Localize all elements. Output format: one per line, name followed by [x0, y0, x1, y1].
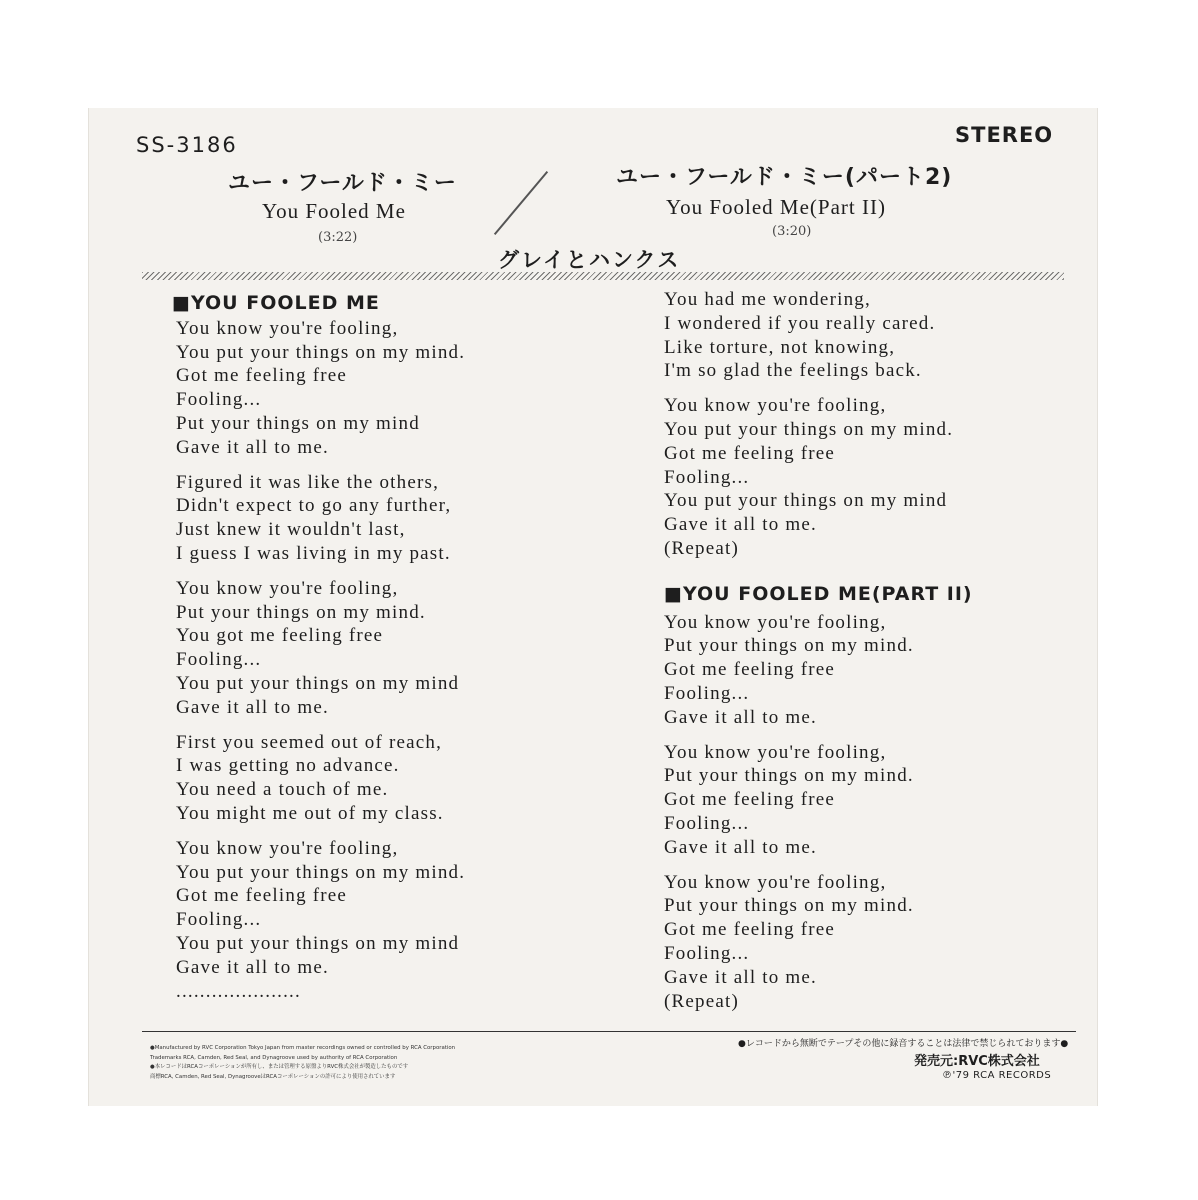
lyric-line: You put your things on my mind — [176, 932, 460, 954]
stanza — [176, 317, 465, 460]
lyric-line: Got me feeling free — [664, 659, 836, 681]
side-b-jp-title: ユー・フールド・ミー(パート2) — [616, 165, 953, 190]
stanza — [664, 288, 973, 383]
lyric-line: Gave it all to me. — [664, 514, 817, 536]
stanza — [664, 611, 973, 730]
lyric-line: Just knew it wouldn't last, — [176, 519, 406, 541]
side-a-duration: (3:22) — [318, 230, 358, 245]
lyric-line: You know you're fooling, — [664, 395, 887, 417]
lyric-line: Gave it all to me. — [176, 436, 329, 458]
lyric-line: Gave it all to me. — [664, 836, 817, 858]
lyric-line: Fooling... — [664, 812, 750, 834]
song-heading-part-2: ■YOU FOOLED ME(PART II) — [664, 582, 973, 605]
lyric-line: Put your things on my mind. — [664, 635, 914, 657]
lyric-line: Like torture, not knowing, — [664, 336, 896, 358]
song-heading-part-1: ■YOU FOOLED ME — [172, 292, 380, 314]
stanza — [176, 577, 465, 720]
lyric-line: Put your things on my mind — [176, 412, 420, 434]
lyric-line: First you seemed out of reach, — [176, 731, 443, 753]
copyright: ℗'79 RCA RECORDS — [942, 1070, 1052, 1081]
lyric-line: Got me feeling free — [176, 365, 348, 387]
lyric-line: Fooling... — [664, 682, 750, 704]
stanza — [664, 741, 973, 860]
stanza — [664, 394, 973, 561]
side-a-jp-title: ユー・フールド・ミー — [228, 171, 457, 196]
side-b-en-title: You Fooled Me(Part II) — [666, 195, 886, 219]
footer-rule — [142, 1031, 1076, 1032]
lyric-line: I was getting no advance. — [176, 755, 400, 777]
lyric-line: I'm so glad the feelings back. — [664, 360, 922, 382]
lyric-line: Didn't expect to go any further, — [176, 495, 452, 517]
fine-print-line: ●Manufactured by RVC Corporation Tokyo Japan from master recordings owned or controlled by RCA Corporation — [150, 1045, 456, 1051]
lyric-line: You need a touch of me. — [176, 779, 389, 801]
lyric-line: Fooling... — [664, 942, 750, 964]
lyric-line: (Repeat) — [664, 990, 740, 1012]
stereo-label: STEREO — [955, 123, 1054, 147]
lyric-line: You had me wondering, — [664, 289, 871, 310]
lyric-line: Got me feeling free — [664, 919, 836, 941]
lyric-line: You put your things on my mind — [176, 672, 460, 694]
lyric-line: Fooling... — [664, 466, 750, 488]
lyrics-left-column — [172, 292, 466, 1014]
lyric-line: You put your things on my mind — [664, 490, 948, 512]
rights-notice: ●レコードから無断でテープその他に録音することは法律で禁じられております● — [738, 1039, 1069, 1049]
lyric-line: You know you're fooling, — [664, 871, 887, 893]
lyric-line: Gave it all to me. — [664, 706, 817, 728]
lyric-line: Got me feeling free — [176, 885, 348, 907]
lyric-line: You know you're fooling, — [664, 611, 887, 633]
lyric-line: You know you're fooling, — [176, 837, 399, 859]
fine-print — [150, 1044, 455, 1082]
stanza — [664, 871, 973, 1014]
lyric-line: Put your things on my mind. — [664, 895, 914, 917]
hatched-divider — [142, 272, 1064, 280]
lyric-line: You put your things on my mind. — [176, 861, 466, 883]
lyric-line: (Repeat) — [664, 537, 740, 559]
lyric-line: I guess I was living in my past. — [176, 542, 451, 564]
artist-name: グレイとハンクス — [498, 248, 681, 272]
lyric-line: Gave it all to me. — [176, 956, 329, 978]
lyric-line: You know you're fooling, — [664, 741, 887, 763]
lyric-line: Fooling... — [176, 389, 262, 411]
lyric-line: You know you're fooling, — [176, 317, 399, 339]
side-b-duration: (3:20) — [772, 224, 812, 239]
lyric-line: You might me out of my class. — [176, 802, 444, 824]
lyric-line: Put your things on my mind. — [664, 765, 914, 787]
distributor: 発売元:RVC株式会社 — [914, 1054, 1040, 1069]
lyric-line: Gave it all to me. — [664, 966, 817, 988]
lyric-line: Put your things on my mind. — [176, 601, 426, 623]
stanza — [176, 471, 465, 566]
lyric-line: Fooling... — [176, 649, 262, 671]
catalog-number: SS-3186 — [136, 133, 238, 157]
side-a-en-title: You Fooled Me — [262, 199, 406, 223]
lyric-line: I wondered if you really cared. — [664, 312, 936, 334]
lyric-line: Got me feeling free — [664, 789, 836, 811]
lyric-line: You put your things on my mind. — [664, 418, 954, 440]
lyric-line: Figured it was like the others, — [176, 471, 440, 493]
stanza — [176, 731, 465, 826]
lyric-line: Fooling... — [176, 909, 262, 931]
lyric-line: You put your things on my mind. — [176, 341, 466, 363]
fine-print-line: 商標RCA, Camden, Red Seal, DynagrooveはRCAコーポレーションの許可により使用されています — [150, 1073, 396, 1080]
stanza — [176, 837, 465, 1004]
lyric-line: You know you're fooling, — [176, 577, 399, 599]
fine-print-line: ●本レコードはRCAコーポレーションが所有し、または管理する原盤よりRVC株式会社が製造したものです — [150, 1064, 409, 1070]
lyrics-right-column — [664, 288, 973, 1024]
lyric-line: You got me feeling free — [176, 625, 384, 647]
fine-print-line: Trademarks RCA, Camden, Red Seal, and Dynagroove used by authority of RCA Corporation — [150, 1054, 398, 1061]
lyric-line: Gave it all to me. — [176, 696, 329, 718]
lyric-line: Got me feeling free — [664, 442, 836, 464]
lyric-line: ..................... — [176, 980, 301, 1002]
